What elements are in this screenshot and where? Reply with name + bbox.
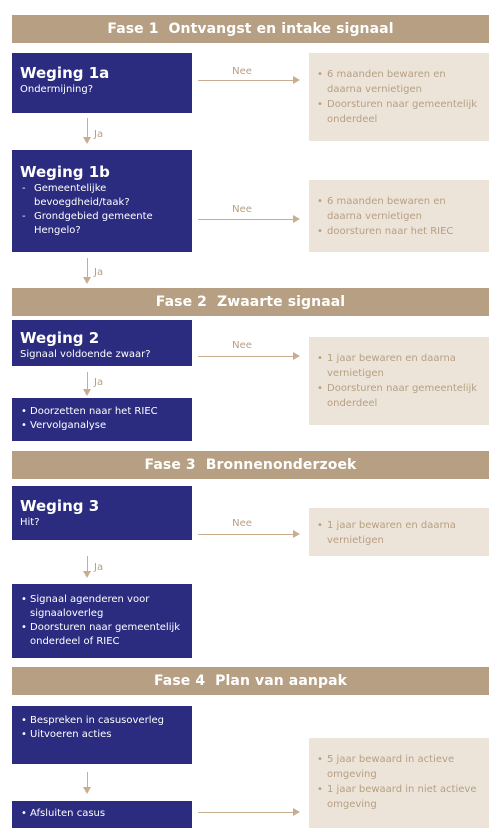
note-3 [309,337,489,425]
fase-4-action: • Uitvoeren acties [20,728,184,742]
weging-1a-box [12,53,192,113]
note-1-item: • 6 maanden bewaren en daarna vernietigen [317,67,481,97]
nee-arrow-3 [198,352,300,362]
fase-3-action: • Doorsturen naar gemeentelijk onderdeel of RIEC [20,621,184,649]
note-1-item: • Doorsturen naar gemeentelijk onderdeel [317,97,481,127]
fase-3-action: • Signaal agenderen voor signaaloverleg [20,593,184,621]
down-arrow-fase-4 [83,772,93,794]
arrow-to-note-5 [198,808,300,818]
ja-label-2: Ja [94,267,104,278]
weging-2-question: Signaal voldoende zwaar? [20,349,151,360]
nee-label-1: Nee [232,66,252,77]
ja-arrow-4 [83,556,93,578]
weging-3-title: Weging 3 [20,497,100,515]
note-5-item: • 1 jaar bewaard in niet actieve omgeving [317,782,481,812]
weging-1b-box [12,150,192,252]
weging-1a-title: Weging 1a [20,64,110,82]
ja-arrow-3 [83,372,93,396]
weging-1b-title: Weging 1b [20,163,110,181]
phase-1-header: Fase 1 Ontvangst en intake signaal [12,15,489,43]
fase-2-action: • Vervolganalyse [20,419,184,433]
phase-3-header: Fase 3 Bronnenonderzoek [12,451,489,479]
ja-arrow-1 [83,118,93,144]
nee-label-2: Nee [232,204,252,215]
note-2-item: • 6 maanden bewaren en daarna vernietigen [317,194,481,224]
weging-3-box [12,486,192,540]
note-2-item: • doorsturen naar het RIEC [317,224,481,239]
note-5 [309,738,489,828]
note-3-item: • 1 jaar bewaren en daarna vernietigen [317,351,481,381]
note-3-item: • Doorsturen naar gemeentelijk onderdeel [317,381,481,411]
nee-arrow-4 [198,530,300,540]
nee-arrow-2 [198,215,300,225]
weging-1b-item: - Gemeentelijke bevoegdheid/taak? [20,182,184,210]
ja-label-1: Ja [94,129,104,140]
close-case-action: • Afsluiten casus [20,807,184,821]
fase-3-actions-box [12,584,192,658]
weging-1b-item: - Grondgebied gemeente Hengelo? [20,210,184,238]
close-case-box [12,801,192,828]
ja-arrow-2 [83,258,93,284]
note-2 [309,180,489,252]
note-1 [309,53,489,141]
weging-2-title: Weging 2 [20,329,100,347]
ja-label-3: Ja [94,377,104,388]
note-5-item: • 5 jaar bewaard in actieve omgeving [317,752,481,782]
nee-label-4: Nee [232,518,252,529]
nee-arrow-1 [198,76,300,86]
fase-4-actions-box [12,706,192,764]
phase-2-header: Fase 2 Zwaarte signaal [12,288,489,316]
weging-1a-question: Ondermijning? [20,84,94,95]
fase-4-action: • Bespreken in casusoverleg [20,714,184,728]
weging-2-box [12,320,192,366]
fase-2-action: • Doorzetten naar het RIEC [20,405,184,419]
ja-label-4: Ja [94,562,104,573]
nee-label-3: Nee [232,340,252,351]
note-4 [309,508,489,556]
weging-3-question: Hit? [20,517,40,528]
phase-4-header: Fase 4 Plan van aanpak [12,667,489,695]
fase-2-actions-box [12,398,192,441]
note-4-item: • 1 jaar bewaren en daarna vernietigen [317,518,481,548]
